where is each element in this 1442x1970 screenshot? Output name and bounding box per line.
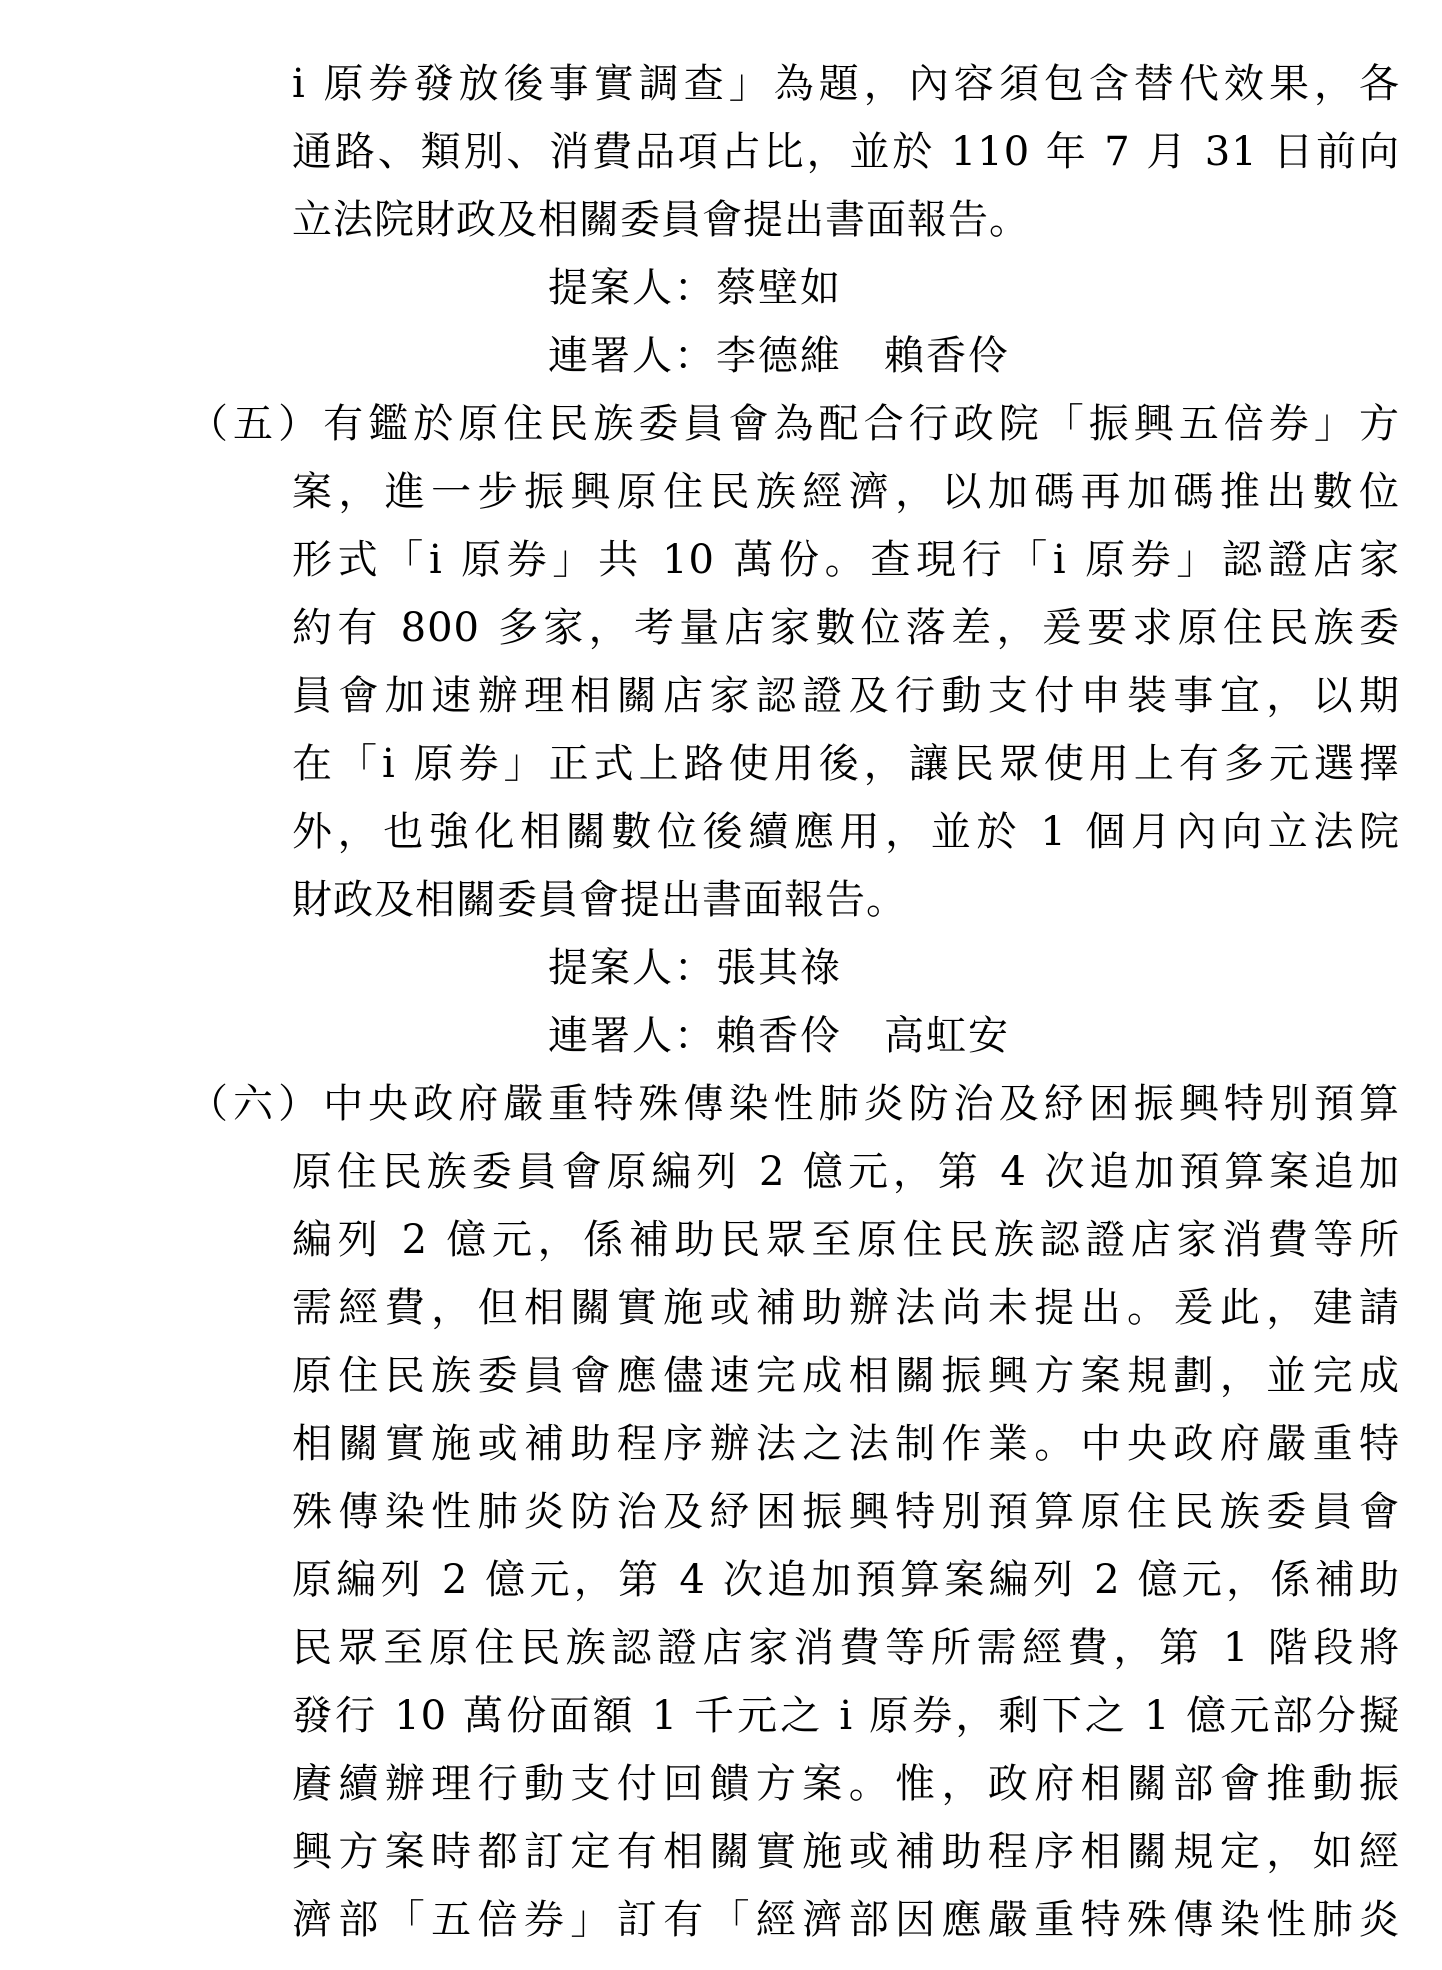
item-6-heading-line: （六）中央政府嚴重特殊傳染性肺炎防治及紓困振興特別預算 [188, 1081, 1400, 1127]
cosigner-line: 連署人：賴香伶 高虹安 [548, 1013, 1010, 1059]
paragraph-line: 發行 10 萬份面額 1 千元之 i 原券，剩下之 1 億元部分擬 [292, 1693, 1400, 1739]
paragraph-line: 立法院財政及相關委員會提出書面報告。 [292, 197, 1030, 243]
proposer-line: 提案人：蔡壁如 [548, 265, 842, 311]
paragraph-line: 濟部「五倍券」訂有「經濟部因應嚴重特殊傳染性肺炎 [292, 1897, 1400, 1943]
paragraph-line: 外，也強化相關數位後續應用，並於 1 個月內向立法院 [292, 809, 1400, 855]
paragraph-line: 在「i 原券」正式上路使用後，讓民眾使用上有多元選擇 [292, 741, 1400, 787]
proposer-line: 提案人：張其祿 [548, 945, 842, 991]
paragraph-line: 形式「i 原券」共 10 萬份。查現行「i 原券」認證店家 [292, 537, 1400, 583]
paragraph-line: 編列 2 億元，係補助民眾至原住民族認證店家消費等所 [292, 1217, 1400, 1263]
paragraph-line: 通路、類別、消費品項占比，並於 110 年 7 月 31 日前向 [292, 129, 1400, 175]
cosigner-line: 連署人：李德維 賴香伶 [548, 333, 1010, 379]
paragraph-line: 殊傳染性肺炎防治及紓困振興特別預算原住民族委員會 [292, 1489, 1400, 1535]
item-5-heading-line: （五）有鑑於原住民族委員會為配合行政院「振興五倍券」方 [188, 401, 1400, 447]
paragraph-line: 興方案時都訂定有相關實施或補助程序相關規定，如經 [292, 1829, 1400, 1875]
paragraph-line: 案，進一步振興原住民族經濟，以加碼再加碼推出數位 [292, 469, 1400, 515]
paragraph-line: 財政及相關委員會提出書面報告。 [292, 877, 907, 923]
paragraph-line: 需經費，但相關實施或補助辦法尚未提出。爰此，建請 [292, 1285, 1400, 1331]
paragraph-line: i 原券發放後事實調查」為題，內容須包含替代效果，各 [292, 61, 1400, 107]
paragraph-line: 原住民族委員會應儘速完成相關振興方案規劃，並完成 [292, 1353, 1400, 1399]
paragraph-line: 原編列 2 億元，第 4 次追加預算案編列 2 億元，係補助 [292, 1557, 1400, 1603]
paragraph-line: 約有 800 多家，考量店家數位落差，爰要求原住民族委 [292, 605, 1400, 651]
paragraph-line: 員會加速辦理相關店家認證及行動支付申裝事宜，以期 [292, 673, 1400, 719]
paragraph-line: 相關實施或補助程序辦法之法制作業。中央政府嚴重特 [292, 1421, 1400, 1467]
paragraph-line: 賡續辦理行動支付回饋方案。惟，政府相關部會推動振 [292, 1761, 1400, 1807]
paragraph-line: 原住民族委員會原編列 2 億元，第 4 次追加預算案追加 [292, 1149, 1400, 1195]
paragraph-line: 民眾至原住民族認證店家消費等所需經費，第 1 階段將 [292, 1625, 1400, 1671]
